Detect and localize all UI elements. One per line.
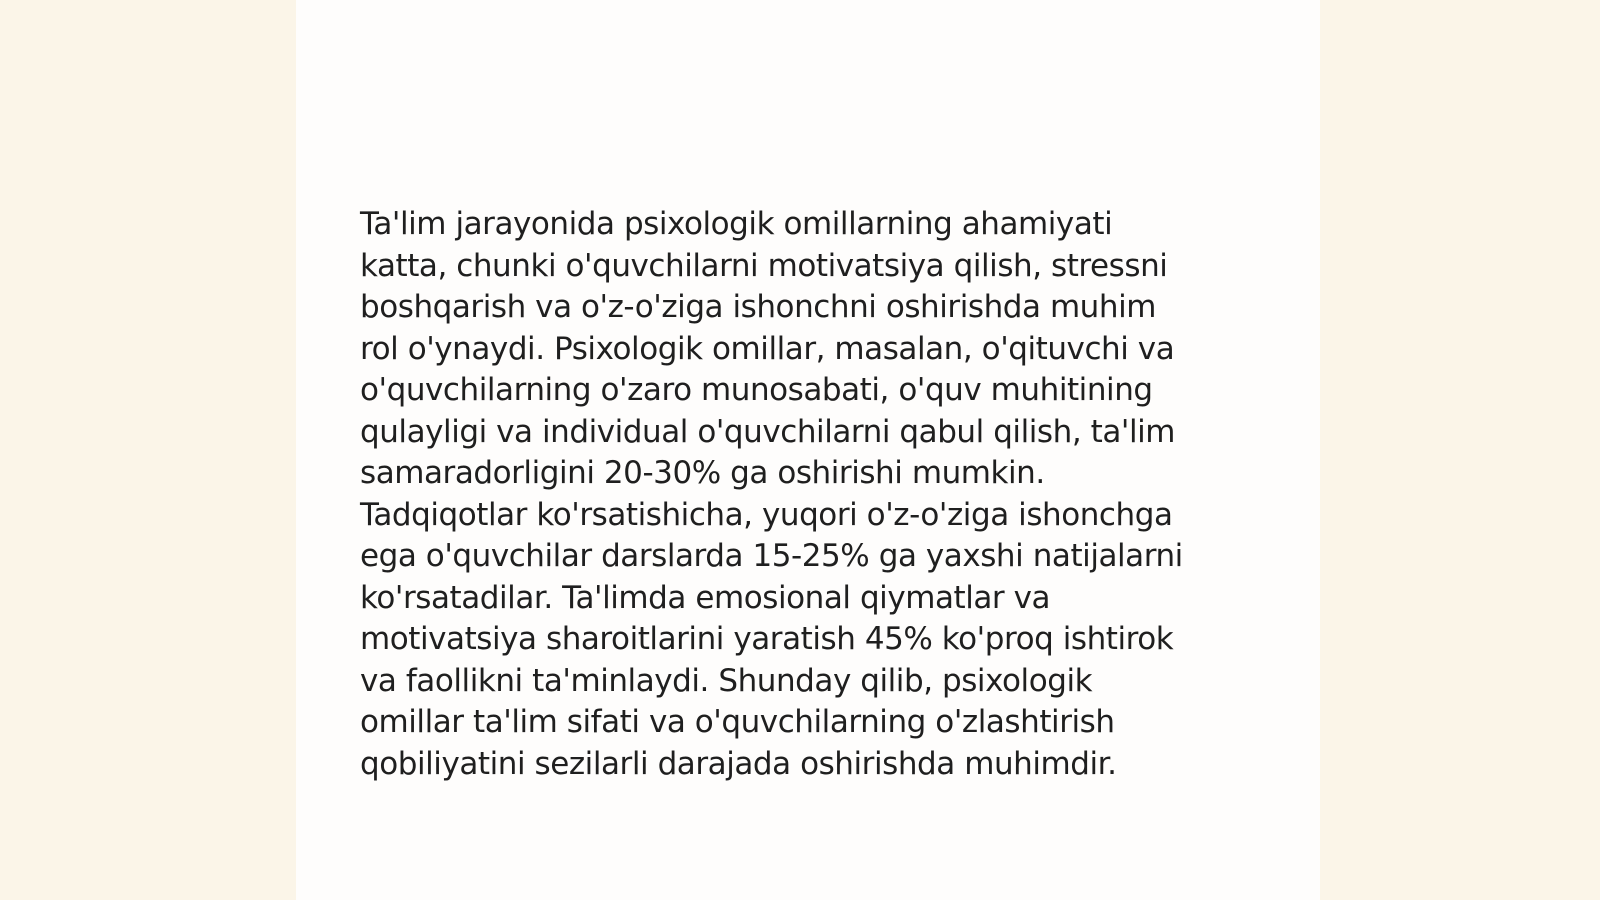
- right-margin: [1320, 0, 1600, 900]
- body-line: o'quvchilarning o'zaro munosabati, o'quv muhitining: [360, 372, 1153, 408]
- body-line: motivatsiya sharoitlarini yaratish 45% ko'proq ishtirok: [360, 621, 1174, 657]
- left-margin: [0, 0, 296, 900]
- slide-body-text: [360, 204, 1260, 785]
- body-line: omillar ta'lim sifati va o'quvchilarning o'zlashtirish: [360, 704, 1115, 740]
- body-line: ega o'quvchilar darslarda 15-25% ga yaxshi natijalarni: [360, 538, 1183, 574]
- body-line: qobiliyatini sezilarli darajada oshirishda muhimdir.: [360, 745, 1117, 782]
- body-line: qulayligi va individual o'quvchilarni qabul qilish, ta'lim: [360, 413, 1176, 450]
- body-line: ko'rsatadilar. Ta'limda emosional qiymatlar va: [360, 579, 1051, 616]
- body-line: rol o'ynaydi. Psixologik omillar, masalan, o'qituvchi va: [360, 330, 1175, 367]
- body-line: samaradorligini 20-30% ga oshirishi mumkin.: [360, 455, 1045, 491]
- body-line: Tadqiqotlar ko'rsatishicha, yuqori o'z-o'ziga ishonchga: [360, 496, 1173, 533]
- body-line: katta, chunki o'quvchilarni motivatsiya qilish, stressni: [360, 247, 1168, 284]
- body-line: boshqarish va o'z-o'ziga ishonchni oshirishda muhim: [360, 289, 1156, 325]
- slide-page: [296, 0, 1320, 900]
- body-line: Ta'lim jarayonida psixologik omillarning ahamiyati: [360, 206, 1113, 242]
- body-line: va faollikni ta'minlaydi. Shunday qilib, psixologik: [360, 662, 1093, 699]
